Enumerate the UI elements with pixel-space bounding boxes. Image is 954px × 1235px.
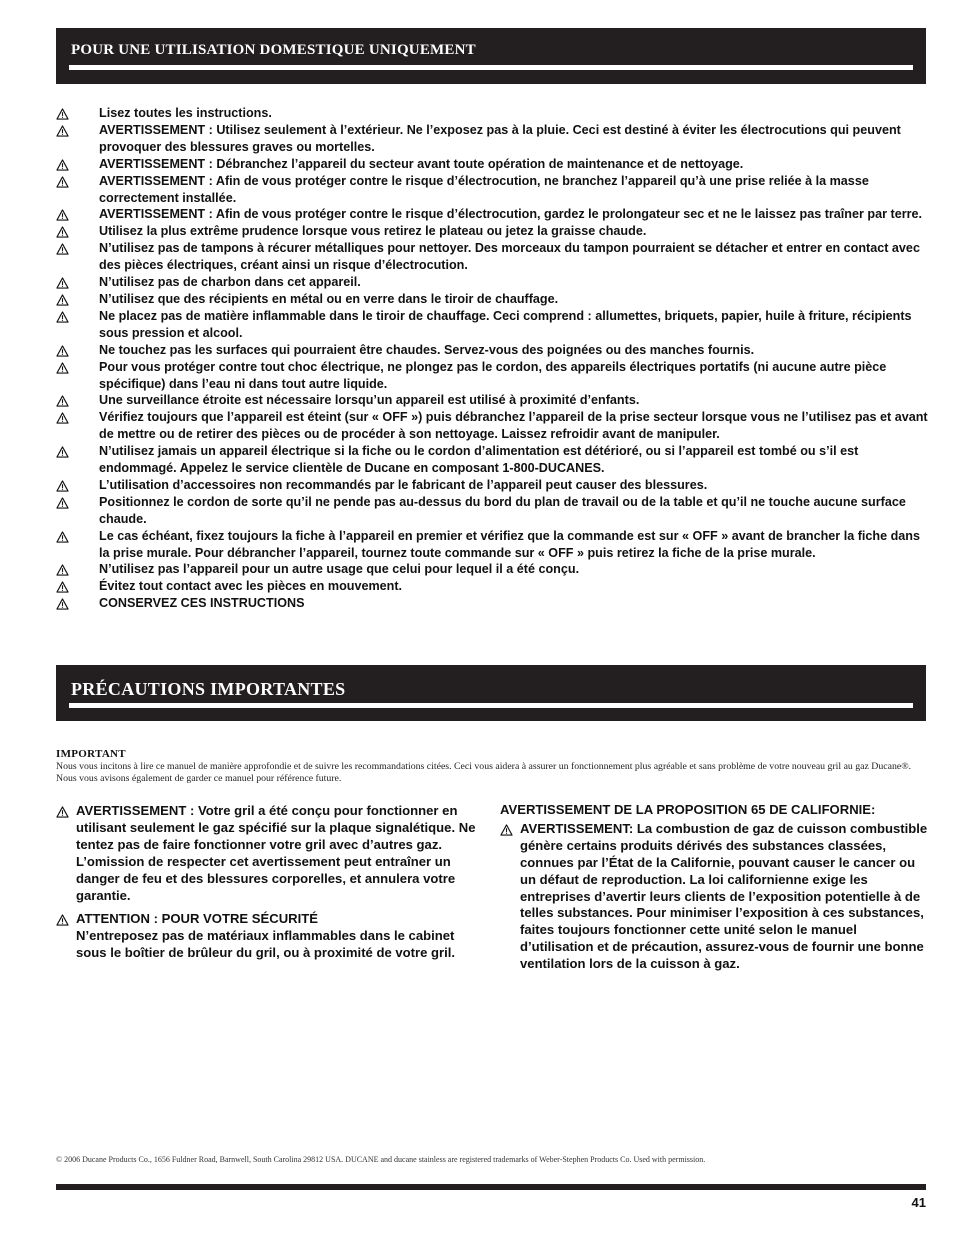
- warning-triangle-icon: [56, 531, 69, 543]
- warning-triangle-icon: [56, 345, 69, 357]
- warning-triangle-icon: [56, 598, 69, 610]
- warning-item: [56, 561, 928, 578]
- warning-item: [56, 223, 928, 240]
- prop65-warning-text: AVERTISSEMENT: La combustion de gaz de cuisson combustible génère certains produits dérivés des substances classées, connues par l’État de la Californie, pouvant causer le cancer ou un défaut de reproduction. La loi californienne exige les entreprises d’avertir leurs clients de l’exposition potentielle à de telles substances. Pour minimiser l’exposition à ces substances, faites toujours fonctionner cette unité selon le manuel d’utilisation et de précaution, assurez-vous de fournir une bonne ventilation lors de la cuisson à gaz.: [520, 820, 928, 972]
- banner-rule: [69, 65, 913, 70]
- usage-banner: [56, 28, 926, 84]
- warning-triangle-icon: [56, 108, 69, 120]
- warning-text: Ne touchez pas les surfaces qui pourraient être chaudes. Servez-vous des poignées ou des manches fournis.: [99, 342, 755, 357]
- warnings-list: [56, 105, 928, 612]
- warning-text: N’utilisez pas de charbon dans cet appareil.: [99, 275, 361, 290]
- warning-item: [56, 308, 928, 342]
- warning-triangle-icon: [56, 277, 69, 289]
- gas-warning-text: AVERTISSEMENT : Votre gril a été conçu pour fonctionner en utilisant seulement le gaz spécifié sur la plaque signalétique. Ne tentez pas de faire fonctionner votre gril avec d’autres gaz. L’omission de respecter cet avertissement peut entraîner un danger de feu et des blessures corporelles, et annulera votre garantie.: [76, 803, 476, 903]
- warning-text: Positionnez le cordon de sorte qu’il ne pende pas au-dessus du bord du plan de travail ou de la table et qu’il ne touche aucune surface chaude.: [99, 494, 906, 526]
- warning-text: AVERTISSEMENT : Afin de vous protéger contre le risque d’électrocution, gardez le prolongateur sec et ne le laissez pas traîner par terre.: [99, 207, 923, 222]
- warning-triangle-icon: [56, 497, 69, 509]
- warning-triangle-icon: [56, 243, 69, 255]
- warning-item: [56, 342, 928, 359]
- warning-text: Ne placez pas de matière inflammable dans le tiroir de chauffage. Ceci comprend : allumettes, briquets, papier, huile à friture, récipients sous pression et alcool.: [99, 308, 912, 340]
- warning-triangle-icon: [56, 480, 69, 492]
- warning-triangle-icon: [56, 581, 69, 593]
- gas-warning: [56, 803, 486, 904]
- page-number: 41: [911, 1195, 926, 1210]
- warning-triangle-icon: [56, 564, 69, 576]
- footer-rule: [56, 1184, 926, 1190]
- important-heading: IMPORTANT: [56, 748, 126, 760]
- important-notice: [56, 747, 926, 785]
- warning-triangle-icon: [56, 412, 69, 424]
- warning-triangle-icon: [56, 446, 69, 458]
- important-text: Nous vous incitons à lire ce manuel de manière approfondie et de suivre les recommandations citées. Ceci vous aidera à assurer un fonctionnement plus agréable et sans problème de votre nouveau gril au gaz Ducane®. Nous vous avisons également de garder ce manuel pour référence future.: [56, 761, 912, 784]
- warning-triangle-icon: [500, 824, 513, 836]
- warning-text: Le cas échéant, fixez toujours la fiche à l’appareil en premier et vérifiez que la commande est sur « OFF » avant de brancher la fiche dans la prise murale. Pour débrancher l’appareil, tournez toute commande sur « OFF » puis retirez la fiche de la prise murale.: [99, 528, 920, 560]
- warning-triangle-icon: [56, 395, 69, 407]
- warning-item: [56, 578, 928, 595]
- warning-triangle-icon: [56, 311, 69, 323]
- warning-item: [56, 359, 928, 393]
- warning-text: L’utilisation d’accessoires non recommandés par le fabricant de l’appareil peut causer des blessures.: [99, 477, 708, 492]
- warning-triangle-icon: [56, 176, 69, 188]
- safety-caution: [56, 911, 486, 962]
- warning-item: [56, 206, 928, 223]
- warning-item: [56, 494, 928, 528]
- warning-text: Lisez toutes les instructions.: [99, 106, 272, 120]
- warning-text: AVERTISSEMENT : Afin de vous protéger contre le risque d’électrocution, ne branchez l’appareil qu’à une prise reliée à la masse correctement installée.: [99, 173, 869, 205]
- warning-item: [56, 595, 928, 612]
- warning-text: CONSERVEZ CES INSTRUCTIONS: [99, 596, 305, 611]
- warning-text: Utilisez la plus extrême prudence lorsque vous retirez le plateau ou jetez la graisse chaude.: [99, 224, 647, 239]
- warning-item: [56, 156, 928, 173]
- warning-item: [56, 291, 928, 308]
- warning-text: N’utilisez pas l’appareil pour un autre usage que celui pour lequel il a été conçu.: [99, 562, 580, 577]
- banner-rule: [69, 703, 913, 708]
- prop65-heading: AVERTISSEMENT DE LA PROPOSITION 65 DE CALIFORNIE:: [500, 802, 876, 817]
- warning-text: AVERTISSEMENT : Utilisez seulement à l’extérieur. Ne l’exposez pas à la pluie. Ceci est destiné à éviter les électrocutions qui peuvent provoquer des blessures graves ou mortelles.: [99, 122, 901, 154]
- warning-text: N’utilisez jamais un appareil électrique si la fiche ou le cordon d’alimentation est détérioré, ou si l’appareil est tombé ou s’il est endommagé. Appelez le service clientèle de Ducane en composant 1-800-DUCANES.: [99, 444, 859, 476]
- warning-triangle-icon: [56, 226, 69, 238]
- copyright-notice: © 2006 Ducane Products Co., 1656 Fuldner Road, Barnwell, South Carolina 29812 USA. DUCANE and ducane stainless are registered trademarks of Weber-Stephen Products Co. Used with permission.: [56, 1155, 706, 1164]
- warning-triangle-icon: [56, 362, 69, 374]
- warning-triangle-icon: [56, 125, 69, 137]
- warning-triangle-icon: [56, 806, 69, 818]
- warning-text: Une surveillance étroite est nécessaire lorsqu’un appareil est utilisé à proximité d’enfants.: [99, 393, 640, 408]
- warning-triangle-icon: [56, 159, 69, 171]
- usage-banner-title: POUR UNE UTILISATION DOMESTIQUE UNIQUEMENT: [71, 42, 476, 58]
- warning-text: N’utilisez que des récipients en métal ou en verre dans le tiroir de chauffage.: [99, 291, 559, 306]
- warning-text: N’utilisez pas de tampons à récurer métalliques pour nettoyer. Des morceaux du tampon pourraient se détacher et entrer en contact avec des pièces électriques, créant ainsi un risque d’électrocution.: [99, 241, 920, 273]
- warning-item: [56, 409, 928, 443]
- right-column: [500, 802, 930, 973]
- precautions-banner: [56, 665, 926, 721]
- warning-item: [56, 528, 928, 562]
- warning-text: Pour vous protéger contre tout choc électrique, ne plongez pas le cordon, des appareils électriques portatifs (ni aucune autre pièce spécifique) dans l’eau ni dans tout autre liquide.: [99, 359, 887, 391]
- warning-item: [56, 173, 928, 207]
- warning-item: [56, 274, 928, 291]
- prop65-warning: [500, 821, 930, 973]
- warning-item: [56, 240, 928, 274]
- warning-text: AVERTISSEMENT : Débranchez l’appareil du secteur avant toute opération de maintenance et de nettoyage.: [99, 156, 744, 171]
- warning-item: [56, 443, 928, 477]
- left-column: [56, 803, 486, 962]
- warning-triangle-icon: [56, 209, 69, 221]
- warning-triangle-icon: [56, 914, 69, 926]
- warning-item: [56, 122, 928, 156]
- warning-item: [56, 477, 928, 494]
- warning-item: [56, 392, 928, 409]
- safety-caution-heading: ATTENTION : POUR VOTRE SÉCURITÉ: [76, 911, 318, 927]
- warning-triangle-icon: [56, 294, 69, 306]
- safety-caution-text: N’entreposez pas de matériaux inflammables dans le cabinet sous le boîtier de brûleur du gril, ou à proximité de votre gril.: [76, 928, 456, 961]
- warning-text: Évitez tout contact avec les pièces en mouvement.: [99, 579, 403, 594]
- warning-text: Vérifiez toujours que l’appareil est éteint (sur « OFF ») puis débranchez l’appareil de la prise secteur lorsque vous ne l’utilisez pas et avant de mettre ou de retirer des pièces ou de procéder à son nettoyage. Laissez refroidir avant de manipuler.: [99, 410, 928, 442]
- warning-item: [56, 105, 928, 122]
- precautions-banner-title: PRÉCAUTIONS IMPORTANTES: [71, 679, 346, 699]
